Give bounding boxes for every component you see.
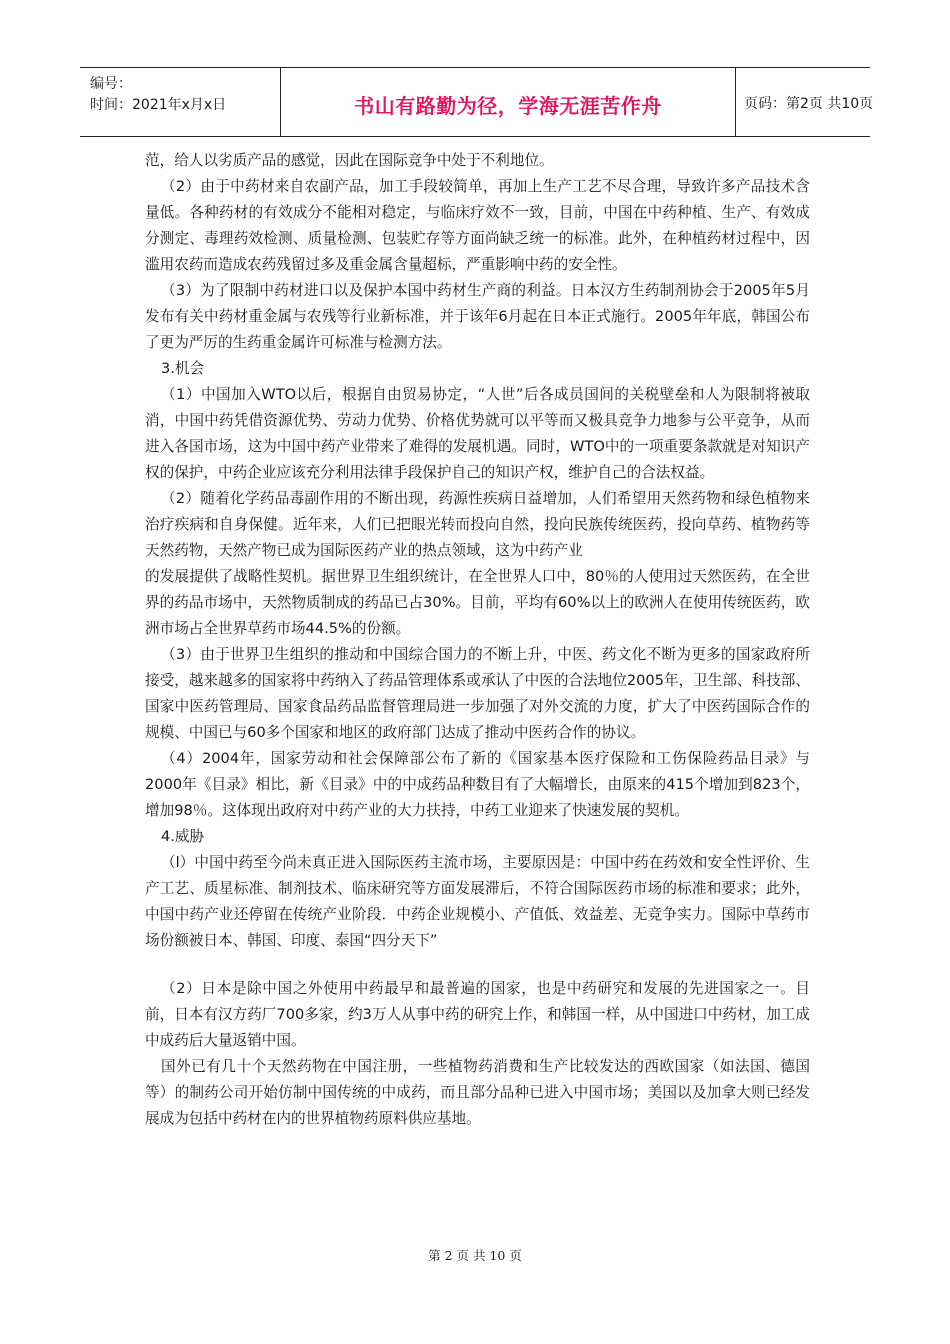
paragraph: （4）2004年，国家劳动和社会保障部公布了新的《国家基本医疗保险和工伤保险药品目录》与2000年《目录》相比，新《目录》中的中成药品种数目有了大幅增长，由原来的415个增加到823个，增加98％。这体现出政府对中药产业的大力扶持，中药工业迎来了快速发展的契机。 <box>145 750 810 819</box>
number-label: 编号： <box>90 76 132 92</box>
paragraph: 的发展提供了战略性契机。据世界卫生组织统计，在全世界人口中，80％的人使用过天然医药，在全世界的药品市场中，天然物质制成的药品已占30%。目前，平均有60%以上的欧洲人在使用传统医药，欧洲市场占全世界草药市场44.5%的份额。 <box>145 568 810 637</box>
paragraph: （2）由于中药材来自农副产品，加工手段较简单，再加上生产工艺不尽合理，导致许多产品技术含量低。各种药材的有效成分不能相对稳定，与临床疗效不一致，目前，中国在中药种植、生产、有效成分测定、毒理药效检测、质量检测、包装贮存等方面尚缺乏统一的标准。此外，在种植药材过程中，因滥用农药而造成农药残留过多及重金属含量超标，严重影响中药的安全性。 <box>145 178 810 273</box>
paragraph: （2）日本是除中国之外使用中药最早和最普遍的国家，也是中药研究和发展的先进国家之一。目前，日本有汉方药厂700多家，约3万人从事中药的研究上作，和韩国一样，从中国进口中药材，加工成中成药后大量返销中国。 <box>145 980 810 1049</box>
header-page-cell <box>736 68 874 136</box>
paragraph: （3）由于世界卫生组织的推动和中国综合国力的不断上升，中医、药文化不断为更多的国家政府所接受，越来越多的国家将中药纳入了药品管理体系或承认了中医的合法地位2005年，卫生部、科技部、国家中医药管理局、国家食品药品监督管理局进一步加强了对外交流的力度，扩大了中医药国际合作的规模、中国已与60多个国家和地区的政府部门达成了推动中医药合作的协议。 <box>145 646 810 741</box>
page-number-label: 页码：第2页 共10页 <box>744 96 874 112</box>
paragraph: （2）随着化学药品毒副作用的不断出现，药源性疾病日益增加，人们希望用天然药物和绿色植物来治疗疾病和自身保健。近年来，人们已把眼光转而投向自然，投向民族传统医药，投向草药、植物药等天然药物，天然产物已成为国际医药产业的热点领域，这为中药产业 <box>145 490 810 559</box>
paragraph: （l）中国中药至今尚未真正进入国际医药主流市场，主要原因是：中国中药在药效和安全性评价、生产工艺、质星标准、制剂技术、临床研究等方面发展滞后，不符合国际医药市场的标准和要求；此外，中国中药产业还停留在传统产业阶段．中药企业规模小、产值低、效益差、无竞争实力。国际中草药市场份额被日本、韩国、印度、泰国“四分天下” <box>145 854 810 949</box>
header-motto-cell <box>280 68 736 136</box>
document-body <box>145 148 810 1132</box>
paragraph: （3）为了限制中药材进口以及保护本国中药材生产商的利益。日本汉方生药制剂协会于2005年5月发布有关中药材重金属与农残等行业新标准，并于该年6月起在日本正式施行。2005年年底，韩国公布了更为严厉的生药重金属许可标准与检测方法。 <box>145 282 810 351</box>
paragraph: （1）中国加入WTO以后，根据自由贸易协定，“人世”后各成员国间的关税壁垒和人为限制将被取消，中国中药凭借资源优势、劳动力优势、价格优势就可以平等而又极具竞争力地参与公平竞争，从而进入各国市场，这为中国中药产业带来了难得的发展机遇。同时，WTO中的一项重要条款就是对知识产权的保护，中药企业应该充分利用法律手段保护自己的知识产权，维护自己的合法权益。 <box>145 386 810 481</box>
motto-text: 书山有路勤为径，学海无涯苦作舟 <box>354 94 662 118</box>
page-footer: 第 2 页 共 10 页 <box>428 1248 522 1263</box>
paragraph: 范，给人以劣质产品的感觉，因此在国际竞争中处于不利地位。 <box>145 152 554 169</box>
paragraph: 国外已有几十个天然药物在中国注册，一些植物药消费和生产比较发达的西欧国家（如法国、德国等）的制药公司开始仿制中国传统的中成药，而且部分品种已进入中国市场；美国以及加拿大则已经发展成为包括中药材在内的世界植物药原料供应基地。 <box>145 1058 810 1127</box>
section-heading: 4.威胁 <box>161 828 205 845</box>
header-meta-cell <box>80 68 280 136</box>
header-table <box>80 67 874 137</box>
date-label: 时间：2021年x月x日 <box>90 97 227 113</box>
section-heading: 3.机会 <box>161 360 205 377</box>
